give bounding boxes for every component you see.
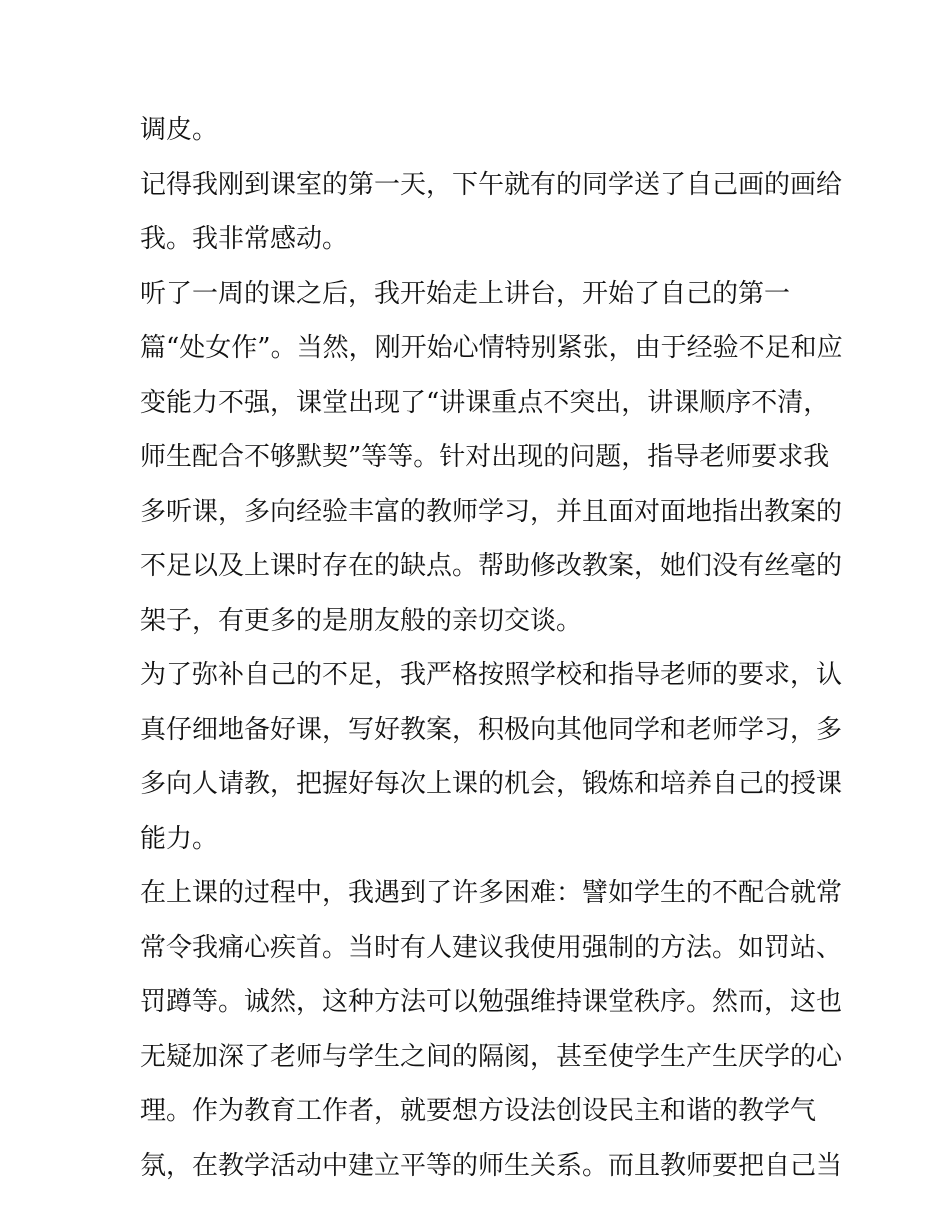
text-line: 听了一周的课之后，我开始走上讲台，开始了自己的第一 [140,278,791,309]
text-line: 理。作为教育工作者，就要想方设法创设民主和谐的教学气 [140,1096,817,1126]
text-line: 无疑加深了老师与学生之间的隔阂，甚至使学生产生厌学的心 [140,1041,843,1072]
text-line: 常令我痛心疾首。当时有人建议我使用强制的方法。如罚站、 [140,932,843,963]
text-line: 能力。 [140,823,219,854]
text-line: 氛，在教学活动中建立平等的师生关系。而且教师要把自己当 [140,1150,843,1181]
text-line: 多向人请教，把握好每次上课的机会，锻炼和培养自己的授课 [140,769,843,799]
text-line: 变能力不强，课堂出现了“讲课重点不突出，讲课顺序不清， [140,387,830,418]
text-line: 不足以及上课时存在的缺点。帮助修改教案，她们没有丝毫的 [140,551,843,581]
text-line: 多听课，多向经验丰富的教师学习，并且面对面地指出教案的 [140,496,843,527]
text-line: 师生配合不够默契”等等。针对出现的问题，指导老师要求我 [140,442,830,472]
text-line: 我。我非常感动。 [140,224,349,254]
text-line: 在上课的过程中，我遇到了许多困难：譬如学生的不配合就常 [140,878,843,908]
text-line: 篇“处女作”。当然，刚开始心情特别紧张，由于经验不足和应 [140,333,843,363]
text-line: 真仔细地备好课，写好教案，积极向其他同学和老师学习，多 [140,714,843,745]
text-line: 罚蹲等。诚然，这种方法可以勉强维持课堂秩序。然而，这也 [140,987,843,1017]
text-line: 记得我刚到课室的第一天，下午就有的同学送了自己画的画给 [140,169,843,200]
text-line: 调皮。 [140,115,219,145]
text-line: 为了弥补自己的不足，我严格按照学校和指导老师的要求，认 [140,660,843,690]
text-line: 架子，有更多的是朋友般的亲切交谈。 [140,605,583,636]
body-text [140,103,843,1193]
